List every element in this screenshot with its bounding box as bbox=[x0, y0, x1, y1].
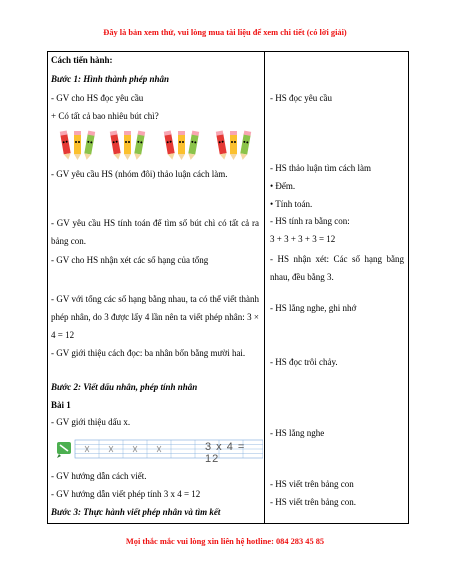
student-line-2: - HS thảo luận tìm cách làm bbox=[270, 163, 371, 173]
pencil-group-3 bbox=[164, 131, 199, 160]
student-line-3: • Đếm. bbox=[270, 181, 296, 191]
header-notice: Đây là bản xem thử, vui lòng mua tài liệu để xem chi tiết (có lời giải) bbox=[103, 28, 347, 37]
writing-board bbox=[55, 436, 263, 465]
method-heading: Cách tiến hành: bbox=[51, 55, 113, 65]
student-line-7: - HS nhận xét: Các số hạng bằng nhau, đều bằng 3. bbox=[270, 254, 404, 282]
teacher-line-8: - GV giới thiệu dấu x. bbox=[51, 417, 131, 427]
teacher-line-3: - GV yêu cầu HS (nhóm đôi) thảo luận cách làm. bbox=[51, 169, 228, 179]
pencil-group-2 bbox=[110, 131, 145, 160]
teacher-line-10: - GV hướng dẫn viết phép tính 3 x 4 = 12 bbox=[51, 489, 201, 499]
teacher-line-1: - GV cho HS đọc yêu cầu bbox=[51, 93, 144, 103]
pencil-group-4 bbox=[216, 131, 251, 160]
teacher-line-5: - GV cho HS nhận xét các số hạng của tổng bbox=[51, 255, 209, 265]
student-line-10: - HS lắng nghe bbox=[270, 428, 325, 438]
writing-hand-icon bbox=[55, 436, 75, 460]
step2-title: Bước 2: Viết dấu nhân, phép tính nhân bbox=[51, 382, 198, 392]
student-line-11: - HS viết trên bảng con bbox=[270, 479, 354, 489]
student-line-5: - HS tính ra bằng con: bbox=[270, 216, 350, 226]
student-line-6: 3 + 3 + 3 + 3 = 12 bbox=[270, 234, 336, 244]
step3-title: Bước 3: Thực hành viết phép nhân và tìm kết bbox=[51, 507, 221, 517]
teacher-line-2: + Có tất cả bao nhiêu bút chì? bbox=[51, 111, 159, 121]
student-line-4: • Tính toán. bbox=[270, 199, 313, 209]
board-expression: 3 x 4 = 12 bbox=[205, 441, 246, 465]
exercise-1-label: Bài 1 bbox=[51, 400, 71, 410]
footer-notice: Mọi thắc mắc vui lòng xin liên hệ hotline: 084 283 45 85 bbox=[125, 537, 325, 546]
step1-title: Bước 1: Hình thành phép nhân bbox=[51, 74, 170, 84]
teacher-line-9: - GV hướng dẫn cách viết. bbox=[51, 471, 147, 481]
student-line-8: - HS lắng nghe, ghi nhớ bbox=[270, 303, 357, 313]
lesson-table bbox=[47, 51, 409, 524]
teacher-line-7: - GV giới thiệu cách đọc: ba nhân bốn bằng mười hai. bbox=[51, 348, 246, 358]
teacher-line-6: - GV với tổng các số hạng bằng nhau, ta có thể viết thành phép nhân, do 3 được lấy 4 lần nên ta viết phép nhân: 3 × 4 = 12 bbox=[51, 294, 259, 340]
student-line-9: - HS đọc trôi chảy. bbox=[270, 357, 338, 367]
student-line-12: - HS viết trên bảng con. bbox=[270, 497, 356, 507]
pencils-illustration bbox=[53, 128, 258, 160]
teacher-line-4: - GV yêu cầu HS tính toán để tìm số bút chì có tất cả ra bảng con. bbox=[51, 218, 259, 246]
pencil-group-1 bbox=[60, 131, 95, 160]
column-divider bbox=[264, 52, 265, 523]
student-line-1: - HS đọc yêu cầu bbox=[270, 93, 332, 103]
